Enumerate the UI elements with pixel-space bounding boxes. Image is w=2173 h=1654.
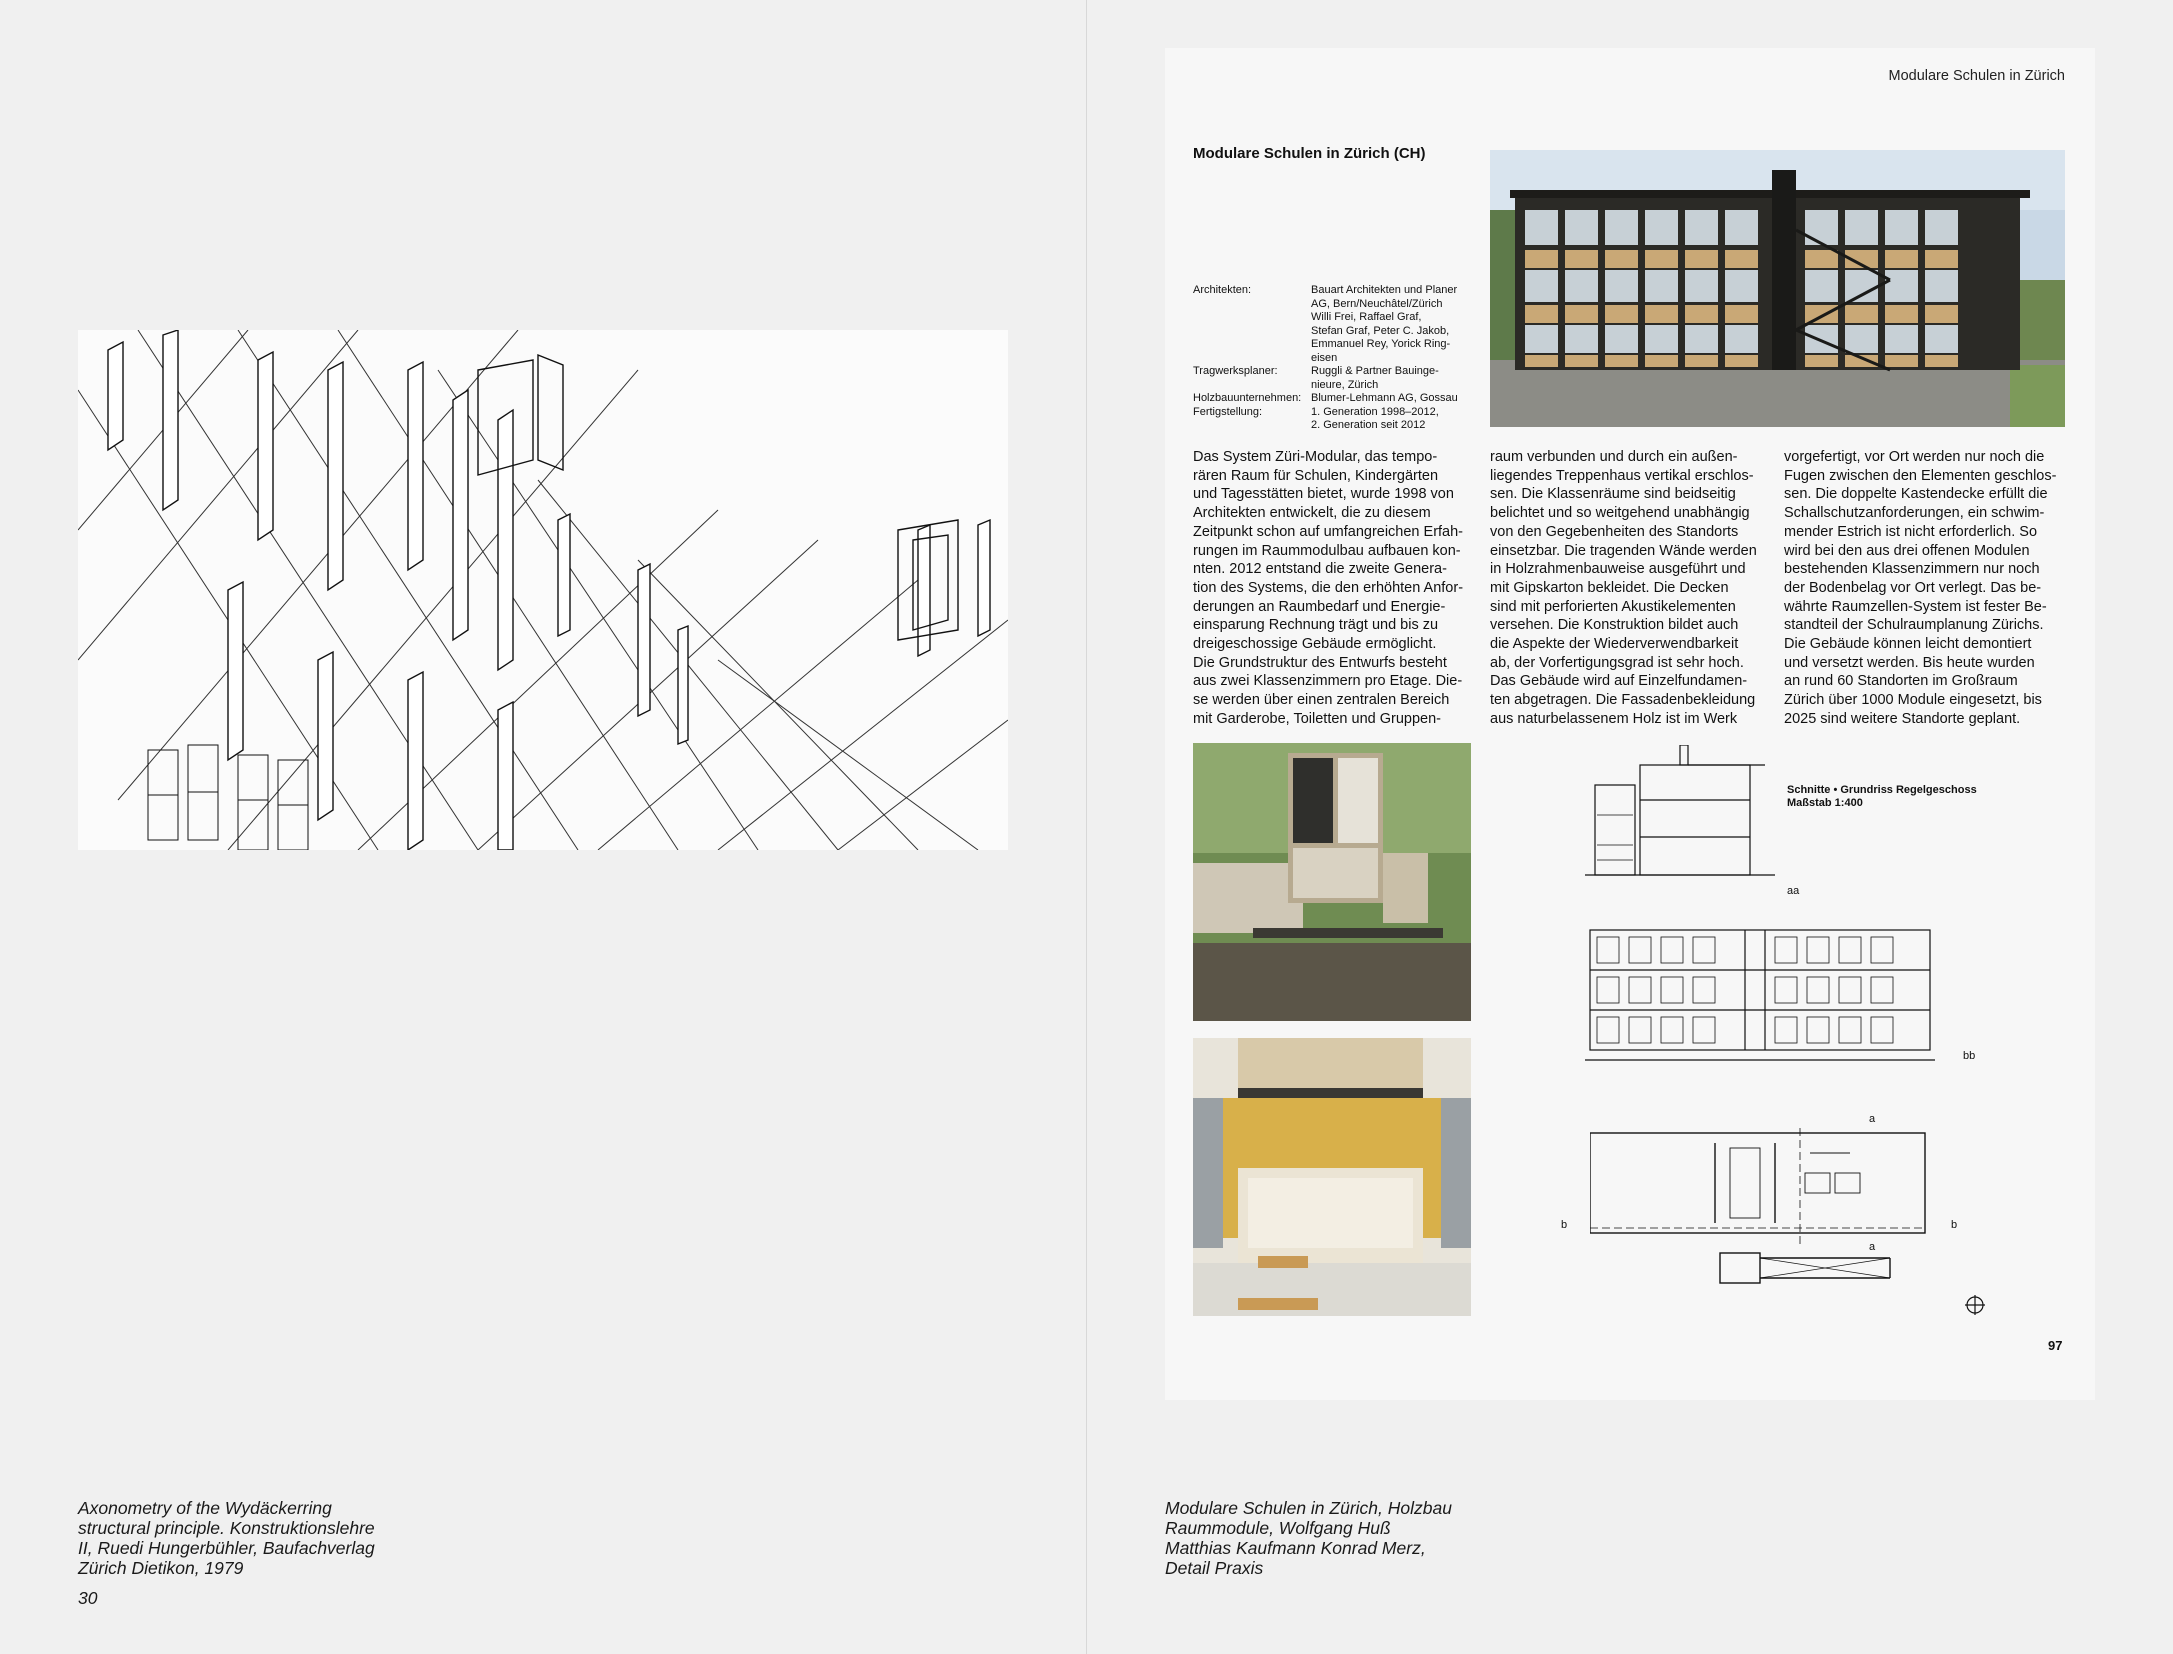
caption-line: Axonometry of the Wydäckerring xyxy=(78,1498,332,1518)
text-line: die Aspekte der Wiederverwendbarkeit xyxy=(1490,636,1739,653)
text-line: standteil der Schulraumplanung Zürichs. xyxy=(1784,617,2044,634)
north-arrow-icon xyxy=(1965,1295,1985,1315)
credit-timber xyxy=(1193,392,1461,406)
credits-block xyxy=(1193,284,1461,433)
credit-value: Bauart Architekten und Planer xyxy=(1311,284,1458,296)
label-aa: aa xyxy=(1787,885,1800,897)
credit-key: Architekten: xyxy=(1193,284,1252,296)
text-line: bestehenden Klassenzimmern nur noch xyxy=(1784,561,2040,578)
text-line: Zeitpunkt schon auf umfangreichen Erfah- xyxy=(1193,523,1464,540)
credit-value: Stefan Graf, Peter C. Jakob, xyxy=(1311,324,1450,337)
text-line: Die Gebäude können leicht demontiert xyxy=(1784,636,2032,653)
caption-line: Detail Praxis xyxy=(1165,1558,1264,1578)
drawing-title: Schnitte • Grundriss Regelgeschoss xyxy=(1787,784,1977,796)
text-line: aus zwei Klassenzimmern pro Etage. Die- xyxy=(1193,673,1463,690)
label-b-right: b xyxy=(1951,1219,1958,1231)
text-line: währte Raumzellen-System ist fester Be- xyxy=(1784,598,2047,615)
label-a-bottom: a xyxy=(1869,1241,1876,1253)
text-line: Das Gebäude wird auf Einzelfundamen- xyxy=(1490,673,1748,690)
credit-structural xyxy=(1193,365,1461,392)
article-title: Modulare Schulen in Zürich (CH) xyxy=(1193,145,1426,162)
right-figure-caption xyxy=(1165,1498,1645,1578)
text-line: aus naturbelassenem Holz ist im Werk xyxy=(1490,710,1738,727)
credit-value: Willi Frei, Raffael Graf, xyxy=(1311,311,1422,323)
text-line: einsparung Rechnung trägt und bis zu xyxy=(1193,617,1439,634)
caption-line: Matthias Kaufmann Konrad Merz, xyxy=(1165,1538,1426,1558)
text-line: von den Gegebenheiten des Standorts xyxy=(1490,523,1739,540)
caption-line: Zürich Dietikon, 1979 xyxy=(78,1558,244,1578)
building-photo xyxy=(1490,150,2065,427)
floor-plan-drawing xyxy=(1590,1128,1930,1293)
text-line: mender Estrich ist nicht erforderlich. So xyxy=(1784,523,2038,540)
text-line: raum verbunden und durch ein außen- xyxy=(1490,449,1738,465)
page-gutter xyxy=(1086,0,1087,1654)
credit-value: Blumer-Lehmann AG, Gossau xyxy=(1311,392,1458,404)
text-line: an rund 60 Standorten im Großraum xyxy=(1784,673,2018,690)
caption-line: Modulare Schulen in Zürich, Holzbau xyxy=(1165,1498,1452,1518)
text-line: Fugen zwischen den Elementen geschlos- xyxy=(1784,467,2057,484)
section-aa-drawing xyxy=(1585,745,1775,885)
text-line: und versetzt werden. Bis heute wurden xyxy=(1784,654,2035,671)
text-line: belichtet und so weitgehend unabhängig xyxy=(1490,505,1750,522)
text-line: versehen. Die Konstruktion bildet auch xyxy=(1490,617,1739,634)
credit-key: Fertigstellung: xyxy=(1193,405,1263,418)
axonometry-drawing xyxy=(78,330,1008,850)
left-figure-caption xyxy=(78,1498,498,1578)
credit-value: 1. Generation 1998–2012, xyxy=(1311,405,1439,418)
credit-key: Holzbauunternehmen: xyxy=(1193,392,1302,404)
running-header: Modulare Schulen in Zürich xyxy=(1888,68,2065,84)
text-line: Schallschutzanforderungen, ein schwim- xyxy=(1784,505,2045,522)
left-page-number: 30 xyxy=(78,1588,98,1608)
text-line: Zürich über 1000 Module eingesetzt, bis xyxy=(1784,692,2042,709)
module-installation-photo xyxy=(1193,743,1471,1021)
text-line: sind mit perforierten Akustikelementen xyxy=(1490,598,1736,615)
caption-line: structural principle. Konstruktionslehre xyxy=(78,1518,375,1538)
credit-value: AG, Bern/Neuchâtel/Zürich xyxy=(1311,297,1443,310)
label-bb: bb xyxy=(1963,1050,1976,1062)
text-line: derungen an Raumbedarf und Energie- xyxy=(1193,598,1446,615)
interior-module-photo xyxy=(1193,1038,1471,1316)
body-column-1 xyxy=(1193,448,1475,729)
text-line: Das System Züri-Modular, das tempo- xyxy=(1193,449,1438,465)
text-line: und Tagesstätten bietet, wurde 1998 von xyxy=(1193,486,1454,503)
text-line: Architekten entwickelt, die zu diesem xyxy=(1193,505,1431,522)
credit-value: 2. Generation seit 2012 xyxy=(1311,419,1426,431)
text-line: nten. 2012 entstand die zweite Genera- xyxy=(1193,561,1447,578)
text-line: wird bei den aus drei offenen Modulen xyxy=(1784,542,2030,559)
text-line: der Bodenbelag vor Ort verlegt. Das be- xyxy=(1784,579,2042,596)
text-line: mit Garderobe, Toiletten und Gruppen- xyxy=(1193,710,1441,727)
body-column-2 xyxy=(1490,448,1772,729)
text-line: ab, der Vorfertigungsgrad ist sehr hoch. xyxy=(1490,654,1744,671)
text-line: 2025 sind weitere Standorte geplant. xyxy=(1784,710,2021,727)
text-line: rungen im Raummodulbau aufbauen kon- xyxy=(1193,542,1461,559)
text-line: Die Grundstruktur des Entwurfs besteht xyxy=(1193,654,1447,671)
credit-value: eisen xyxy=(1311,351,1338,364)
drawing-scale: Maßstab 1:400 xyxy=(1787,797,1863,809)
text-line: in Holzrahmenbauweise ausgeführt und xyxy=(1490,561,1746,578)
credit-value: Emmanuel Rey, Yorick Ring- xyxy=(1311,338,1451,350)
credit-completion xyxy=(1193,406,1461,433)
text-line: sen. Die Klassenräume sind beidseitig xyxy=(1490,486,1736,503)
text-line: mit Gipskarton bekleidet. Die Decken xyxy=(1490,579,1729,596)
credit-architects xyxy=(1193,284,1461,365)
text-line: ten abgetragen. Die Fassadenbekleidung xyxy=(1490,692,1756,709)
label-a-top: a xyxy=(1869,1113,1876,1125)
credit-value: nieure, Zürich xyxy=(1311,378,1379,391)
body-column-3 xyxy=(1784,448,2066,729)
text-line: dreigeschossige Gebäude ermöglicht. xyxy=(1193,636,1437,653)
text-line: liegendes Treppenhaus vertikal erschlos- xyxy=(1490,467,1754,484)
elevation-bb-drawing xyxy=(1585,925,1935,1065)
text-line: se werden über einen zentralen Bereich xyxy=(1193,692,1450,709)
text-line: tion des Systems, die den erhöhten Anfor- xyxy=(1193,579,1464,596)
text-line: sen. Die doppelte Kastendecke erfüllt die xyxy=(1784,486,2048,503)
text-line: einsetzbar. Die tragenden Wände werden xyxy=(1490,542,1757,559)
text-line: rären Raum für Schulen, Kindergärten xyxy=(1193,467,1439,484)
caption-line: Raummodule, Wolfgang Huß xyxy=(1165,1518,1391,1538)
credit-key: Tragwerksplaner: xyxy=(1193,365,1278,377)
label-b-left: b xyxy=(1561,1219,1568,1231)
reproduced-page-number: 97 xyxy=(2048,1338,2063,1353)
credit-value: Ruggli & Partner Bauinge- xyxy=(1311,365,1439,377)
text-line: vorgefertigt, vor Ort werden nur noch die xyxy=(1784,449,2045,465)
caption-line: II, Ruedi Hungerbühler, Baufachverlag xyxy=(78,1538,375,1558)
